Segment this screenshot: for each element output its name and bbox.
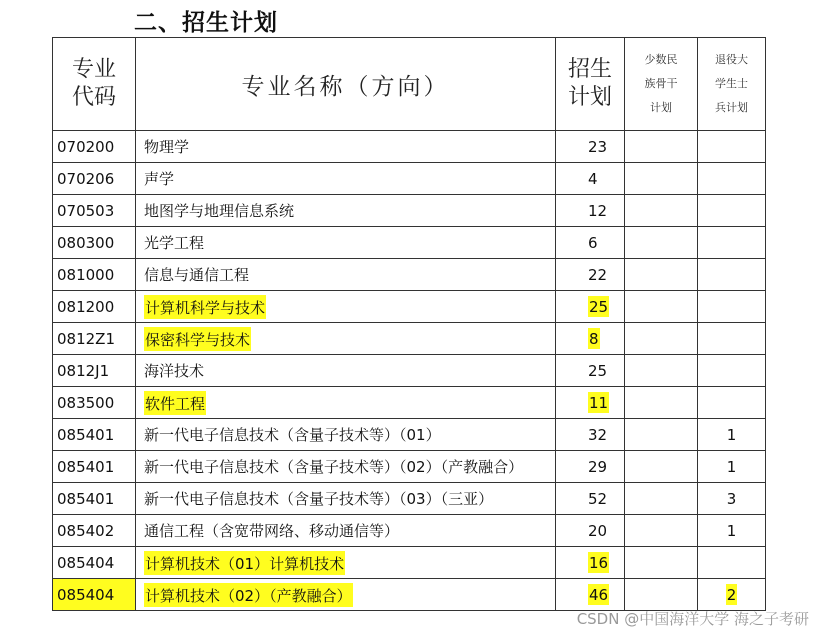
minority-plan-count [625, 259, 698, 291]
enrollment-count: 20 [556, 515, 625, 547]
highlighted-text: 计算机技术（01）计算机技术 [144, 551, 345, 575]
veteran-plan-count: 1 [698, 515, 766, 547]
veteran-plan-count [698, 195, 766, 227]
table-row [53, 483, 766, 515]
major-name: 物理学 [136, 131, 556, 163]
minority-plan-count [625, 131, 698, 163]
major-name [136, 291, 556, 323]
table-row [53, 163, 766, 195]
watermark: CSDN @中国海洋大学 海之子考研 [576, 610, 809, 628]
enrollment-count: 6 [556, 227, 625, 259]
veteran-plan-count [698, 163, 766, 195]
major-code: 0812Z1 [53, 323, 136, 355]
major-code: 083500 [53, 387, 136, 419]
major-code: 085401 [53, 483, 136, 515]
major-code: 085402 [53, 515, 136, 547]
major-name: 信息与通信工程 [136, 259, 556, 291]
major-name [136, 547, 556, 579]
veteran-plan-count [698, 131, 766, 163]
veteran-plan-count [698, 291, 766, 323]
highlighted-text: 8 [589, 330, 599, 348]
highlighted-text: 46 [589, 586, 609, 604]
minority-plan-count [625, 195, 698, 227]
major-code: 080300 [53, 227, 136, 259]
veteran-plan-count: 1 [698, 419, 766, 451]
section-title: 二、招生计划 [134, 10, 278, 36]
minority-plan-count [625, 419, 698, 451]
major-name: 海洋技术 [136, 355, 556, 387]
enrollment-count [556, 291, 625, 323]
major-code: 085401 [53, 451, 136, 483]
major-name [136, 387, 556, 419]
veteran-plan-count [698, 387, 766, 419]
highlighted-text: 计算机科学与技术 [144, 295, 266, 319]
minority-plan-count [625, 227, 698, 259]
veteran-plan-count [698, 547, 766, 579]
major-name [136, 323, 556, 355]
veteran-plan-count: 1 [698, 451, 766, 483]
highlighted-text: 保密科学与技术 [144, 327, 251, 351]
table-row [53, 227, 766, 259]
table-row [53, 131, 766, 163]
veteran-plan-count: 3 [698, 483, 766, 515]
table-row [53, 259, 766, 291]
major-name [136, 579, 556, 611]
enrollment-count: 23 [556, 131, 625, 163]
minority-plan-count [625, 323, 698, 355]
table-row [53, 323, 766, 355]
enrollment-count: 25 [556, 355, 625, 387]
minority-plan-count [625, 451, 698, 483]
table-row [53, 387, 766, 419]
major-name: 新一代电子信息技术（含量子技术等）（01） [136, 419, 556, 451]
highlighted-text: 2 [726, 586, 737, 604]
major-code: 0812J1 [53, 355, 136, 387]
enrollment-count: 29 [556, 451, 625, 483]
major-code: 070200 [53, 131, 136, 163]
major-name: 光学工程 [136, 227, 556, 259]
enrollment-count [556, 579, 625, 611]
enrollment-count: 22 [556, 259, 625, 291]
enrollment-count: 52 [556, 483, 625, 515]
major-name: 通信工程（含宽带网络、移动通信等） [136, 515, 556, 547]
minority-plan-count [625, 387, 698, 419]
minority-plan-count [625, 547, 698, 579]
table-row [53, 291, 766, 323]
major-code: 070206 [53, 163, 136, 195]
highlighted-text: 11 [589, 394, 609, 412]
table-row [53, 579, 766, 611]
header-veteran-plan: 退役大 学生士 兵计划 [698, 38, 766, 131]
minority-plan-count [625, 515, 698, 547]
major-name: 声学 [136, 163, 556, 195]
enrollment-count [556, 323, 625, 355]
veteran-plan-count [698, 227, 766, 259]
table-row [53, 419, 766, 451]
enrollment-count [556, 387, 625, 419]
enrollment-count [556, 547, 625, 579]
table-row [53, 451, 766, 483]
major-name: 地图学与地理信息系统 [136, 195, 556, 227]
minority-plan-count [625, 163, 698, 195]
header-code: 专业 代码 [53, 38, 136, 131]
major-name: 新一代电子信息技术（含量子技术等）（03）（三亚） [136, 483, 556, 515]
highlighted-text: 软件工程 [144, 391, 206, 415]
minority-plan-count [625, 483, 698, 515]
major-code: 070503 [53, 195, 136, 227]
minority-plan-count [625, 291, 698, 323]
highlighted-text: 25 [589, 298, 609, 316]
enrollment-count: 4 [556, 163, 625, 195]
highlighted-text: 16 [589, 554, 609, 572]
major-code: 085404 [53, 579, 136, 611]
veteran-plan-count [698, 323, 766, 355]
table-row [53, 547, 766, 579]
minority-plan-count [625, 355, 698, 387]
major-code: 081000 [53, 259, 136, 291]
highlighted-text: 计算机技术（02）（产教融合） [144, 583, 353, 607]
minority-plan-count [625, 579, 698, 611]
table-row [53, 195, 766, 227]
header-minority-plan: 少数民 族骨干 计划 [625, 38, 698, 131]
table-row [53, 515, 766, 547]
veteran-plan-count [698, 355, 766, 387]
major-name: 新一代电子信息技术（含量子技术等）（02）（产教融合） [136, 451, 556, 483]
major-code: 085404 [53, 547, 136, 579]
table-header-row [53, 38, 766, 131]
major-code: 085401 [53, 419, 136, 451]
table-row [53, 355, 766, 387]
enrollment-count: 12 [556, 195, 625, 227]
major-code: 081200 [53, 291, 136, 323]
veteran-plan-count [698, 579, 766, 611]
veteran-plan-count [698, 259, 766, 291]
enrollment-count: 32 [556, 419, 625, 451]
header-name: 专业名称（方向） [136, 38, 556, 131]
header-count: 招生 计划 [556, 38, 625, 131]
enrollment-plan-table [52, 37, 766, 611]
